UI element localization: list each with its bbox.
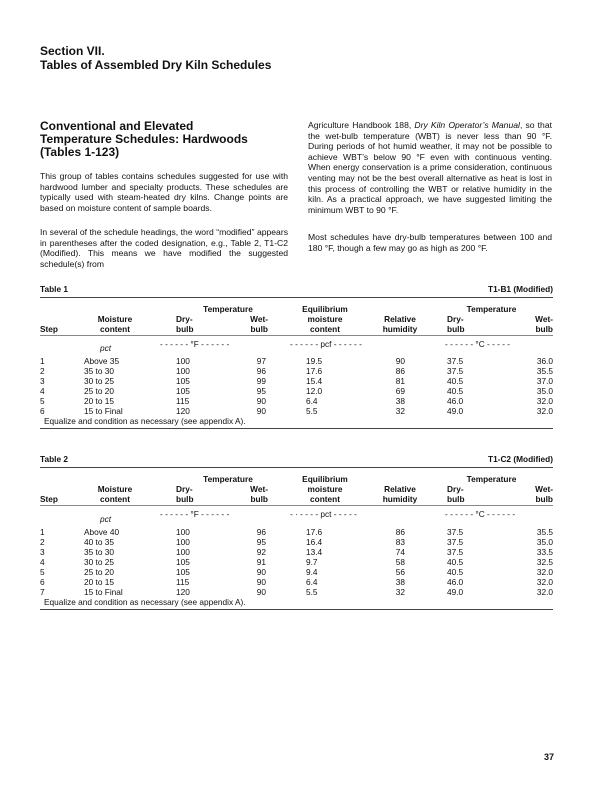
cell-dry_c: 37.5 [447,527,464,537]
t2-hdr-wet: Wet- [250,484,268,494]
cell-wet_f: 91 [256,557,266,567]
cell-emc: 16.4 [306,537,323,547]
cell-emc: 13.4 [306,547,323,557]
handbook-title: Dry Kiln Operator’s Manual [414,120,520,130]
cell-wet_c: 35.5 [536,527,553,537]
cell-emc: 9.4 [306,567,318,577]
t2-hdr-equilibrium: Equilibrium [302,474,348,484]
cell-rh: 32 [395,406,405,416]
cell-dry_f: 105 [176,567,190,577]
cell-rh: 56 [395,567,405,577]
cell-mc: 35 to 30 [84,547,114,557]
cell-dry_f: 115 [176,396,190,406]
cell-wet_f: 95 [256,537,266,547]
table1-footnote: Equalize and condition as necessary (see appendix A). [44,416,246,426]
cell-dry_f: 105 [176,386,190,396]
t1-hdr-dry-c: Dry- [447,314,464,324]
cell-emc: 17.6 [306,366,323,376]
cell-mc: 40 to 35 [84,537,114,547]
cell-dry_f: 100 [176,356,190,366]
t1-hdr-content: content [100,324,130,334]
intro-paragraph-2: In several of the schedule headings, the word “modified” appears in parentheses after the coded designation, e.g., Table 2, T1-C2 (Modified). This means we have modified the suggested schedule(s) from [40,227,288,269]
cell-rh: 86 [395,527,405,537]
table2-code: T1-C2 (Modified) [488,454,553,464]
cell-wet_c: 32.0 [536,577,553,587]
cell-wet_f: 96 [256,527,266,537]
t1-hdr-humidity: humidity [382,324,418,334]
cell-mc: 35 to 30 [84,366,114,376]
t1-hdr-content-emc: content [310,324,340,334]
table1-label: Table 1 [40,284,68,294]
right-paragraph-1-post: , so that the wet-bulb temperature (WBT) is never less than 90 °F. During periods of hot humid weather, it may not be possible to achieve WBT’s below 90 °F even with continuous venting. When energy conservation is a prime consideration, continuous venting may not be the best overall alternative as heat is lost in this process of controlling the WBT or relative humidity in the kiln. As a practical approach, we have suggested limiting the minimum WBT to 90 °F. [308,120,552,215]
cell-emc: 6.4 [306,577,318,587]
cell-wet_f: 95 [256,386,266,396]
cell-rh: 90 [395,356,405,366]
cell-mc: 15 to Final [84,587,123,597]
cell-step: 4 [40,557,45,567]
t2-hdr-moisture-lc: moisture [307,484,343,494]
t1-hdr-moisture: Moisture [97,314,133,324]
right-paragraph-1-pre: Agriculture Handbook 188, [308,120,415,130]
t2-hdr-bulb: bulb [176,494,194,504]
cell-dry_c: 37.5 [447,366,464,376]
cell-dry_f: 100 [176,527,190,537]
t1-hdr-bulb-c-2: bulb [535,324,553,334]
cell-step: 6 [40,406,45,416]
t2-hdr-dry-c: Dry- [447,484,464,494]
cell-dry_c: 40.5 [447,376,464,386]
section-subtitle: Tables of Assembled Dry Kiln Schedules [40,58,272,72]
cell-wet_f: 92 [256,547,266,557]
cell-wet_c: 33.5 [536,547,553,557]
cell-mc: 25 to 20 [84,567,114,577]
cell-step: 4 [40,386,45,396]
cell-wet_c: 32.0 [536,567,553,577]
t1-unit-fahrenheit: - - - - - - °F - - - - - - [160,339,230,349]
cell-rh: 58 [395,557,405,567]
cell-mc: Above 35 [84,356,120,366]
t2-unit-pcf: - · - - - - pct - - - - - [290,509,357,519]
cell-wet_f: 99 [256,376,266,386]
cell-wet_c: 32.0 [536,396,553,406]
cell-step: 3 [40,376,45,386]
cell-mc: Above 40 [84,527,120,537]
t1-hdr-bulb-c: bulb [447,324,465,334]
cell-rh: 38 [395,396,405,406]
cell-dry_f: 100 [176,366,190,376]
cell-emc: 12.0 [306,386,323,396]
cell-wet_c: 37.0 [536,376,553,386]
cell-dry_c: 46.0 [447,577,464,587]
cell-mc: 20 to 15 [84,577,114,587]
cell-emc: 17.6 [306,527,323,537]
cell-wet_c: 32.0 [536,587,553,597]
cell-dry_f: 105 [176,376,190,386]
t1-hdr-equilibrium: Equilibrium [302,304,348,314]
cell-wet_c: 36.0 [536,356,553,366]
t2-unit-fahrenheit: - - - - - - °F - - - - - - [160,509,230,519]
t2-hdr-bulb-c: bulb [447,494,465,504]
table2-top-rule [40,467,553,468]
cell-mc: 30 to 25 [84,376,114,386]
t2-hdr-moisture: Moisture [97,484,133,494]
cell-wet_f: 90 [256,406,266,416]
cell-dry_f: 120 [176,406,190,416]
table1-header-rule [40,335,553,336]
table2-bottom-rule [40,609,553,610]
cell-rh: 83 [395,537,405,547]
table1-code: T1-B1 (Modified) [488,284,553,294]
cell-rh: 32 [395,587,405,597]
t1-hdr-wet-c: Wet- [535,314,553,324]
cell-emc: 6.4 [306,396,318,406]
t2-hdr-temperature: Temperature [203,474,253,484]
table2-label: Table 2 [40,454,68,464]
cell-dry_c: 37.5 [447,537,464,547]
cell-rh: 81 [395,376,405,386]
cell-rh: 38 [395,577,405,587]
section-title [40,44,271,72]
cell-emc: 9.7 [306,557,318,567]
page-number: 37 [543,752,554,762]
t2-hdr-step: Step [40,494,58,504]
t1-hdr-wet: Wet- [250,314,268,324]
cell-dry_f: 105 [176,557,190,567]
cell-step: 2 [40,366,45,376]
cell-wet_f: 90 [256,567,266,577]
t2-hdr-bulb-c-2: bulb [535,494,553,504]
t1-unit-pcf: - - - - - - pcf - - - - - - [290,339,362,349]
t2-hdr-bulb-2: bulb [250,494,268,504]
cell-rh: 74 [395,547,405,557]
table2-footnote: Equalize and condition as necessary (see appendix A). [44,597,246,607]
cell-wet_c: 32.0 [536,406,553,416]
section-number: Section VII. [40,44,105,58]
cell-wet_c: 35.0 [536,537,553,547]
cell-mc: 20 to 15 [84,396,114,406]
cell-dry_c: 40.5 [447,567,464,577]
t1-hdr-step: Step [40,324,58,334]
t1-hdr-relative: Relative [384,314,416,324]
cell-dry_f: 120 [176,587,190,597]
cell-dry_c: 37.5 [447,547,464,557]
cell-dry_c: 40.5 [447,386,464,396]
heading-line-2: Temperature Schedules: Hardwoods [40,132,248,146]
cell-mc: 25 to 20 [84,386,114,396]
t2-hdr-content: content [100,494,130,504]
cell-step: 7 [40,587,45,597]
cell-emc: 5.5 [306,406,318,416]
t1-unit-pct: pct [100,343,112,353]
cell-dry_c: 49.0 [447,406,464,416]
t2-hdr-humidity: humidity [382,494,418,504]
table1-top-rule [40,297,553,298]
cell-wet_f: 96 [256,366,266,376]
cell-dry_c: 40.5 [447,557,464,567]
cell-step: 3 [40,547,45,557]
cell-dry_c: 49.0 [447,587,464,597]
t1-hdr-dry: Dry- [176,314,193,324]
t2-unit-pct: pct [100,514,112,524]
intro-paragraph-1: This group of tables contains schedules suggested for use with hardwood lumber and specialty products. These schedules are typically used with steam-heated dry kilns. Change points are based on moisture content of sample boards. [40,171,288,213]
cell-wet_f: 90 [256,587,266,597]
table1-bottom-rule [40,428,553,429]
cell-step: 5 [40,567,45,577]
t2-hdr-content-emc: content [310,494,340,504]
cell-emc: 19.5 [306,356,323,366]
right-paragraph-2: Most schedules have dry-bulb temperatures between 100 and 180 °F, though a few may go as high as 200 °F. [308,232,552,253]
t1-hdr-bulb-2: bulb [250,324,268,334]
cell-wet_f: 97 [256,356,266,366]
t2-hdr-relative: Relative [384,484,416,494]
cell-dry_f: 100 [176,537,190,547]
cell-wet_f: 90 [256,577,266,587]
t1-unit-celsius: - - - - - - °C - - - - - [445,339,511,349]
cell-dry_f: 115 [176,577,190,587]
subsection-heading [40,120,290,159]
t2-hdr-wet-c: Wet- [535,484,553,494]
cell-step: 6 [40,577,45,587]
cell-wet_c: 32.5 [536,557,553,567]
t2-hdr-dry: Dry- [176,484,193,494]
cell-emc: 15.4 [306,376,323,386]
cell-wet_c: 35.0 [536,386,553,396]
t2-hdr-temperature-c: Temperature [466,474,517,484]
t2-unit-celsius: - - - - - - °C - - - - - - [445,509,516,519]
t1-hdr-bulb: bulb [176,324,194,334]
cell-rh: 86 [395,366,405,376]
cell-step: 2 [40,537,45,547]
cell-mc: 30 to 25 [84,557,114,567]
heading-line-1: Conventional and Elevated [40,119,194,133]
cell-step: 1 [40,356,45,366]
cell-dry_f: 100 [176,547,190,557]
cell-wet_f: 90 [256,396,266,406]
cell-wet_c: 35.5 [536,366,553,376]
cell-rh: 69 [395,386,405,396]
heading-line-3: (Tables 1-123) [40,145,120,159]
t1-hdr-temperature: Temperature [203,304,253,314]
cell-dry_c: 46.0 [447,396,464,406]
cell-dry_c: 37.5 [447,356,464,366]
right-paragraph-1 [308,120,552,215]
cell-emc: 5.5 [306,587,318,597]
cell-mc: 15 to Final [84,406,123,416]
table2-header-rule [40,505,553,506]
cell-step: 5 [40,396,45,406]
t1-hdr-temperature-c: Temperature [466,304,517,314]
t1-hdr-moisture-lc: moisture [307,314,343,324]
cell-step: 1 [40,527,45,537]
